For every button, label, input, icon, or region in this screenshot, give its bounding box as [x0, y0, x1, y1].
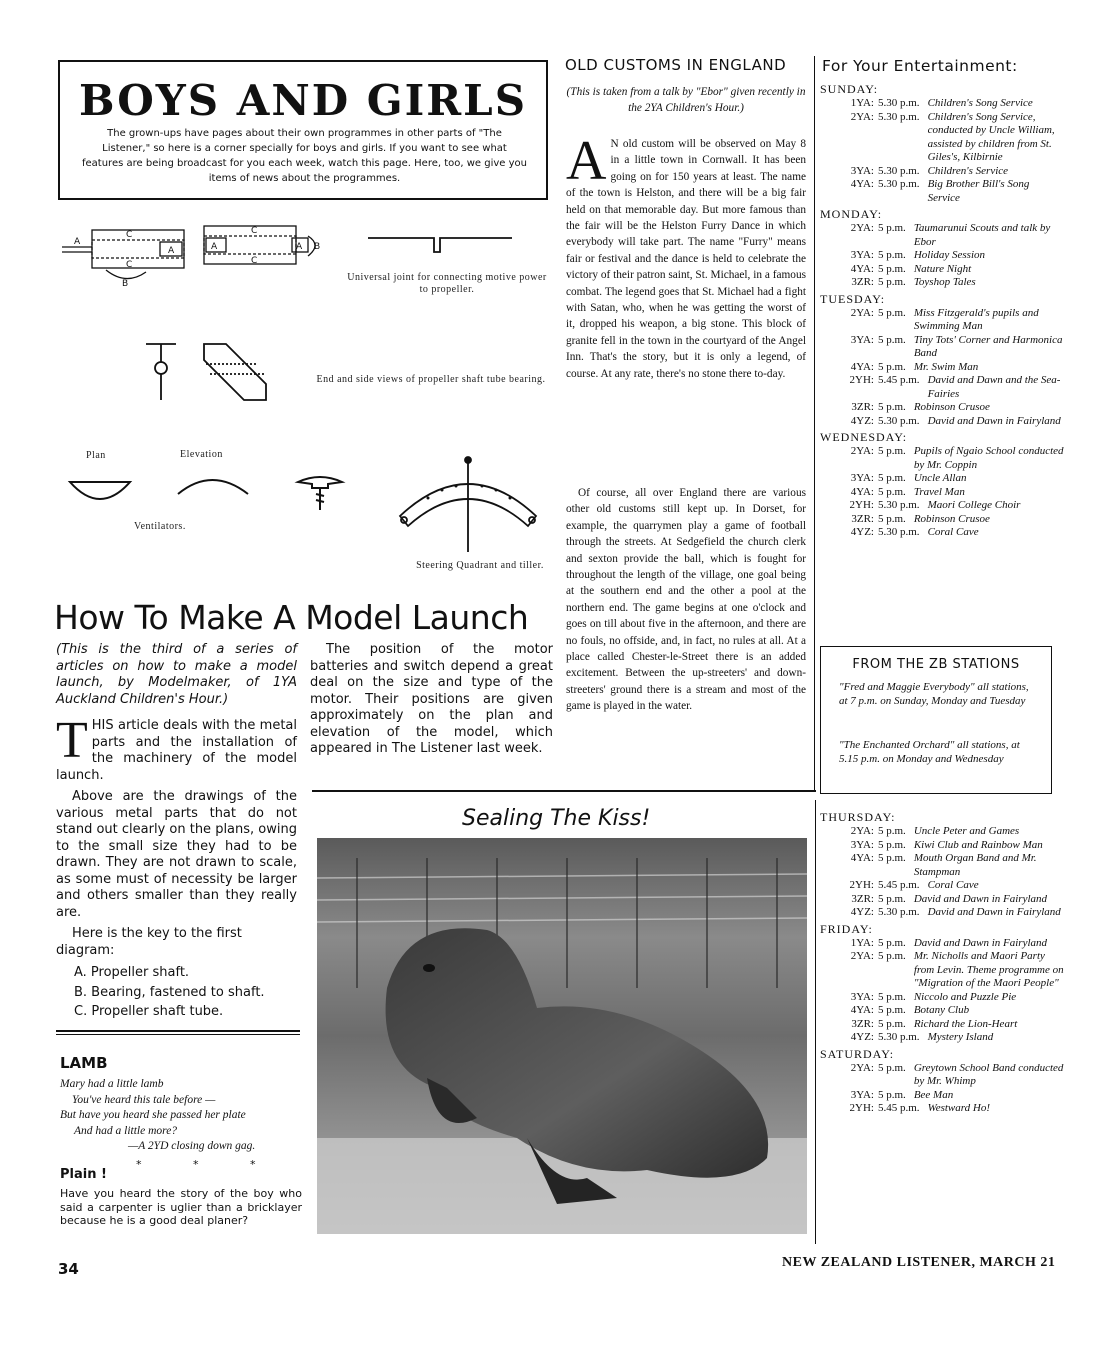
schedule-time: 5 p.m.: [878, 1061, 906, 1074]
schedule-description: David and Dawn in Fairyland: [913, 892, 1048, 905]
schedule-item: [820, 472, 1064, 486]
schedule-time: 5 p.m.: [878, 445, 906, 457]
key-item: A. Propeller shaft.: [74, 965, 190, 980]
schedule-item: [820, 906, 1064, 920]
propeller-shaft-diagram: [56, 212, 326, 292]
divider: [56, 1034, 300, 1035]
schedule-station: 2YH:: [849, 499, 874, 511]
ventilators-drawing: [66, 474, 356, 524]
drop-cap-a: A: [566, 130, 607, 192]
schedule-time: 5 p.m.: [878, 333, 906, 346]
plain-title: Plain !: [60, 1167, 107, 1182]
schedule-item: [820, 1089, 1064, 1103]
schedule-description: David and Dawn and the Sea-Fairies: [927, 374, 1061, 400]
schedule-time: 5 p.m.: [878, 401, 906, 413]
schedule-description: Botany Club: [913, 1004, 970, 1016]
label-c: C: [126, 230, 133, 240]
boys-and-girls-box: [58, 60, 548, 200]
schedule-time: 5 p.m.: [878, 360, 906, 373]
schedule-item: [820, 334, 1064, 361]
schedule-station: 2YA:: [850, 110, 874, 123]
schedule-item: [820, 249, 1064, 263]
schedule-station: 3YA:: [850, 333, 874, 346]
schedule-description: Toyshop Tales: [913, 276, 976, 288]
schedule-item: [820, 839, 1064, 853]
schedule-station: 4YA:: [850, 1004, 874, 1016]
propeller-tube-bearing-drawing: [140, 338, 280, 410]
schedule-station: 2YA:: [850, 222, 874, 234]
schedule-description: David and Dawn in Fairyland: [913, 936, 1048, 949]
schedule-item: [820, 1102, 1064, 1116]
schedule-day: SATURDAY:: [820, 1046, 895, 1061]
schedule-time: 5 p.m.: [878, 222, 906, 234]
launch-paragraph-1: [56, 712, 297, 784]
schedule-time: 5.30 p.m.: [878, 164, 920, 177]
schedule-item: [820, 499, 1064, 513]
column-rule: [814, 56, 815, 792]
customs-intro: (This is taken from a talk by "Ebor" given recently in the 2YA Children's Hour.): [566, 86, 806, 115]
schedule-description: Big Brother Bill's Song Service: [927, 178, 1030, 204]
schedule-time: 5 p.m.: [878, 472, 906, 484]
schedule-description: Coral Cave: [927, 879, 979, 891]
schedule-description: Maori College Choir: [927, 499, 1021, 511]
label-a: A: [74, 237, 81, 247]
schedule-time: 5 p.m.: [878, 249, 906, 261]
schedule-bottom: [820, 808, 1064, 1116]
schedule-time: 5 p.m.: [878, 892, 906, 905]
schedule-description: Children's Song Service, conducted by Uncle William, assisted by children from St. Giles's, Kilbirnie: [927, 110, 1055, 163]
schedule-station: 4YA:: [850, 178, 874, 190]
schedule-station: 4YA:: [850, 485, 874, 498]
plan-label: Plan: [86, 450, 106, 461]
photo-title: Sealing The Kiss!: [462, 806, 651, 831]
schedule-station: 3YA:: [850, 164, 874, 177]
schedule-description: Mr. Swim Man: [913, 360, 979, 373]
publication-line: NEW ZEALAND LISTENER, MARCH 21: [782, 1255, 1056, 1270]
poem-line: But have you heard she passed her plate: [60, 1109, 246, 1121]
schedule-description: Mouth Organ Band and Mr. Stampman: [913, 852, 1037, 878]
schedule-description: Kiwi Club and Rainbow Man: [913, 838, 1043, 851]
schedule-station: 4YA:: [850, 852, 874, 864]
schedule-day: THURSDAY:: [820, 810, 896, 824]
schedule-item: [820, 165, 1064, 179]
tube-outer-2: [204, 226, 296, 264]
schedule-station: 2YA:: [850, 1061, 874, 1074]
schedule-time: 5.30 p.m.: [878, 178, 920, 190]
schedule-station: 2YA:: [850, 950, 874, 962]
boys-and-girls-title: BOYS AND GIRLS: [78, 76, 528, 125]
schedule-description: Children's Song Service: [927, 97, 1033, 109]
schedule-day: MONDAY:: [820, 207, 883, 221]
schedule-time: 5 p.m.: [878, 306, 906, 319]
ventilators-caption: Ventilators.: [134, 521, 186, 532]
schedule-item: [820, 307, 1064, 334]
lamb-poem: [60, 1077, 255, 1155]
launch-p1-text: HIS article deals with the metal parts and the installation of the machinery of the model launch.: [56, 718, 297, 783]
schedule-station: 2YH:: [849, 374, 874, 386]
schedule-time: 5 p.m.: [878, 825, 906, 837]
launch-paragraph-3: Here is the key to the first diagram:: [56, 926, 242, 958]
poem-line: Mary had a little lamb: [60, 1078, 164, 1090]
schedule-item: [820, 415, 1064, 429]
schedule-description: Robinson Crusoe: [913, 401, 990, 413]
schedule-item: [820, 526, 1064, 540]
schedule-item: [820, 111, 1064, 165]
customs-paragraph-2: Of course, all over England there are various other old customs still kept up. In Dorset, for example, the quarrymen play a game of football through the streets. At Sedgefield the church clerk and sexton provide the ball, which is fought for throughout the length of the village, one goal being at the southern end and the other a pool at the northern end. The game begins at one o'clock and goes on till about five in the afternoon, and there are no fouls, no offside, and, in fact, no rules at all. At a place called Chester-le-Street there is an added excitement. Between the up-streeters' and down-streeters' ground there is a stream and most of the game is played in the water.: [566, 487, 806, 713]
schedule-item: [820, 879, 1064, 893]
schedule-station: 3YA:: [850, 990, 874, 1003]
schedule-description: Greytown School Band conducted by Mr. Whimp: [913, 1061, 1064, 1087]
schedule-day: FRIDAY:: [820, 921, 873, 936]
launch-intro: (This is the third of a series of articles on how to make a model launch, by Modelmaker, of 1YA Auckland Children's Hour.): [56, 642, 297, 707]
schedule-station: 4YZ:: [850, 526, 874, 538]
schedule-station: 4YZ:: [850, 906, 874, 918]
schedule-description: Children's Service: [927, 164, 1009, 177]
arrow-b: [106, 270, 146, 279]
schedule-station: 3ZR:: [851, 512, 874, 525]
launch-title: How To Make A Model Launch: [54, 598, 529, 637]
schedule-description: Westward Ho!: [927, 1102, 991, 1114]
steering-caption: Steering Quadrant and tiller.: [416, 560, 544, 571]
launch-paragraph-2: Above are the drawings of the various metal parts that do not stand out clearly on the plans, owing to the small size they had to be drawn. They are not drawn to scale, as some must of necessity be larger and others smaller than they really are.: [56, 789, 297, 920]
photo-top-rule: [312, 790, 816, 792]
schedule-item: [820, 222, 1064, 249]
schedule-station: 1YA:: [850, 936, 874, 949]
schedule-time: 5.30 p.m.: [878, 1031, 920, 1043]
lamb-title: LAMB: [60, 1054, 108, 1072]
schedule-item: [820, 263, 1064, 277]
universal-joint-caption: Universal joint for connecting motive power to propeller.: [347, 272, 547, 295]
schedule-time: 5.30 p.m.: [878, 526, 920, 538]
schedule-item: [820, 1031, 1064, 1045]
schedule-description: Richard the Lion-Heart: [913, 1017, 1018, 1030]
schedule-station: 4YZ:: [850, 1031, 874, 1043]
propeller-tube-caption: End and side views of propeller shaft tube bearing.: [316, 374, 546, 385]
schedule-item: [820, 445, 1064, 472]
zb-title: FROM THE ZB STATIONS: [852, 657, 1020, 672]
poem-line: You've heard this tale before —: [72, 1093, 216, 1106]
schedule-station: 2YA:: [850, 825, 874, 837]
schedule-station: 3ZR:: [851, 1017, 874, 1030]
schedule-item: [820, 401, 1064, 415]
schedule-station: 3ZR:: [851, 401, 874, 413]
schedule-time: 5 p.m.: [878, 990, 906, 1003]
schedule-time: 5 p.m.: [878, 838, 906, 851]
zb-item-2: "The Enchanted Orchard" all stations, at 5.15 p.m. on Monday and Wednesday: [839, 739, 1020, 765]
schedule-time: 5.45 p.m.: [878, 374, 920, 386]
schedule-time: 5 p.m.: [878, 1017, 906, 1030]
schedule-item: [820, 1062, 1064, 1089]
key-item: C. Propeller shaft tube.: [74, 1004, 224, 1019]
poem-credit: —A 2YD closing down gag.: [128, 1140, 256, 1152]
schedule-description: Pupils of Ngaio School conducted by Mr. Coppin: [913, 445, 1064, 471]
schedule-time: 5.45 p.m.: [878, 879, 920, 891]
schedule-station: 4YZ:: [850, 414, 874, 427]
schedule-time: 5 p.m.: [878, 512, 906, 525]
sea-lion-photo: [317, 838, 807, 1234]
label-b: B: [314, 242, 321, 252]
schedule-description: Taumarunui Scouts and talk by Ebor: [913, 222, 1051, 248]
schedule-time: 5.30 p.m.: [878, 906, 920, 918]
page-number: 34: [58, 1260, 79, 1278]
schedule-time: 5.30 p.m.: [878, 97, 920, 109]
schedule-station: 2YH:: [849, 879, 874, 891]
schedule-station: 2YH:: [849, 1102, 874, 1114]
schedule-time: 5 p.m.: [878, 485, 906, 498]
schedule-item: [820, 374, 1064, 401]
schedule-time: 5.30 p.m.: [878, 499, 920, 511]
label-c: C: [251, 256, 258, 266]
entertainment-title: For Your Entertainment:: [822, 57, 1018, 75]
schedule-description: Robinson Crusoe: [913, 512, 990, 525]
section-stars: * * *: [136, 1158, 280, 1171]
schedule-station: 1YA:: [850, 97, 874, 109]
label-a: A: [211, 242, 218, 252]
schedule-description: Tiny Tots' Corner and Harmonica Band: [913, 333, 1063, 359]
schedule-day: SUNDAY:: [820, 82, 879, 96]
schedule-description: Bee Man: [913, 1088, 954, 1101]
schedule-description: Uncle Allan: [913, 472, 967, 484]
customs-title: OLD CUSTOMS IN ENGLAND: [565, 56, 787, 74]
schedule-station: 2YA:: [850, 445, 874, 457]
plain-text: Have you heard the story of the boy who said a carpenter is uglier than a bricklayer because he is a good deal planer?: [60, 1187, 302, 1227]
schedule-description: Coral Cave: [927, 526, 979, 538]
schedule-description: Travel Man: [913, 485, 965, 498]
schedule-station: 4YA:: [850, 262, 874, 275]
customs-paragraph-1: [566, 130, 806, 382]
steering-quadrant-drawing: [392, 454, 552, 554]
box-underline: [393, 198, 471, 200]
schedule-time: 5 p.m.: [878, 1088, 906, 1101]
schedule-description: David and Dawn in Fairyland: [927, 906, 1061, 918]
schedule-item: [820, 1018, 1064, 1032]
schedule-station: 3YA:: [850, 838, 874, 851]
schedule-item: [820, 513, 1064, 527]
column-rule: [815, 800, 816, 1244]
schedule-item: [820, 950, 1064, 991]
schedule-time: 5.45 p.m.: [878, 1102, 920, 1114]
schedule-item: [820, 361, 1064, 375]
schedule-item: [820, 97, 1064, 111]
schedule-day: TUESDAY:: [820, 291, 886, 306]
label-c: C: [126, 260, 133, 270]
label-a: A: [296, 242, 303, 252]
schedule-description: David and Dawn in Fairyland: [927, 414, 1061, 427]
poem-line: And had a little more?: [74, 1124, 178, 1137]
schedule-item: [820, 276, 1064, 290]
schedule-station: 2YA:: [850, 306, 874, 319]
schedule-station: 3YA:: [850, 249, 874, 261]
schedule-item: [820, 937, 1064, 951]
zb-stations-box: [820, 646, 1052, 794]
boys-and-girls-intro: The grown-ups have pages about their own programmes in other parts of "The Listener," so here is a corner specially for boys and girls. If you want to see what features are being broadcast for you each week, watch this page. Here, too, we give you items of news about the programmes.: [82, 128, 528, 184]
label-a: A: [168, 246, 175, 256]
schedule-time: 5 p.m.: [878, 1004, 906, 1016]
schedule-time: 5 p.m.: [878, 936, 906, 949]
schedule-time: 5 p.m.: [878, 262, 906, 275]
schedule-time: 5 p.m.: [878, 950, 906, 962]
schedule-item: [820, 486, 1064, 500]
schedule-time: 5 p.m.: [878, 276, 906, 288]
schedule-station: 3ZR:: [851, 276, 874, 288]
schedule-item: [820, 1004, 1064, 1018]
schedule-station: 4YA:: [850, 360, 874, 373]
schedule-description: Miss Fitzgerald's pupils and Swimming Man: [913, 306, 1039, 332]
schedule-time: 5.30 p.m.: [878, 414, 920, 427]
universal-joint-drawing: [366, 226, 516, 266]
schedule-station: 3ZR:: [851, 892, 874, 905]
schedule-station: 3YA:: [850, 1088, 874, 1101]
tube-inner-2: [204, 236, 296, 254]
schedule-time: 5.30 p.m.: [878, 110, 920, 123]
schedule-description: Niccolo and Puzzle Pie: [913, 990, 1017, 1003]
schedule-item: [820, 178, 1064, 205]
label-c: C: [251, 226, 258, 236]
schedule-item: [820, 825, 1064, 839]
key-item: B. Bearing, fastened to shaft.: [74, 984, 265, 1000]
schedule-description: Mystery Island: [927, 1031, 994, 1043]
schedule-description: Nature Night: [913, 262, 972, 275]
divider: [56, 1030, 300, 1032]
customs-p1-text: N old custom will be observed on May 8 in a little town in Cornwall. It has been going on for 150 years at least. The name of the town is Helston, and there will be a big fair held on that memorable day. But more famous than the fair will be the Helston Furry Dance in which everybody will take part. The name "Furry" means fair or festival and the dance is held to celebrate the victory of their patron saint, St. Michael, in a famous combat. The legend goes that St. Michael had a fight with Satan, who, when he was getting the worst of it, dropped his weapon, a big stone. This block of granite fell in the town in the courtyard of the Angel Inn. That's the story, but it is only a legend, of course. At any rate, there's no stone there to-day.: [566, 138, 806, 380]
launch-key-list: [74, 963, 265, 1022]
zb-item-1: "Fred and Maggie Everybody" all stations, at 7 p.m. on Sunday, Monday and Tuesday: [839, 681, 1029, 707]
schedule-station: 3YA:: [850, 472, 874, 484]
schedule-description: Mr. Nicholls and Maori Party from Levin. Theme programme on "Migration of the Maori People": [913, 950, 1064, 989]
schedule-item: [820, 991, 1064, 1005]
schedule-description: Holiday Session: [913, 249, 986, 261]
schedule-top: [820, 80, 1064, 540]
schedule-item: [820, 852, 1064, 879]
drop-cap-t: T: [56, 712, 88, 769]
schedule-item: [820, 893, 1064, 907]
schedule-day: WEDNESDAY:: [820, 430, 908, 444]
label-b: B: [122, 279, 129, 289]
elevation-label: Elevation: [180, 449, 223, 460]
schedule-description: Uncle Peter and Games: [913, 825, 1020, 837]
launch-paragraph-4: The position of the motor batteries and switch depend a great deal on the size and type of the motor. Their positions are given approximately on the plan and elevation of the model, which appeared in The Listener last week.: [310, 642, 553, 756]
schedule-time: 5 p.m.: [878, 852, 906, 864]
